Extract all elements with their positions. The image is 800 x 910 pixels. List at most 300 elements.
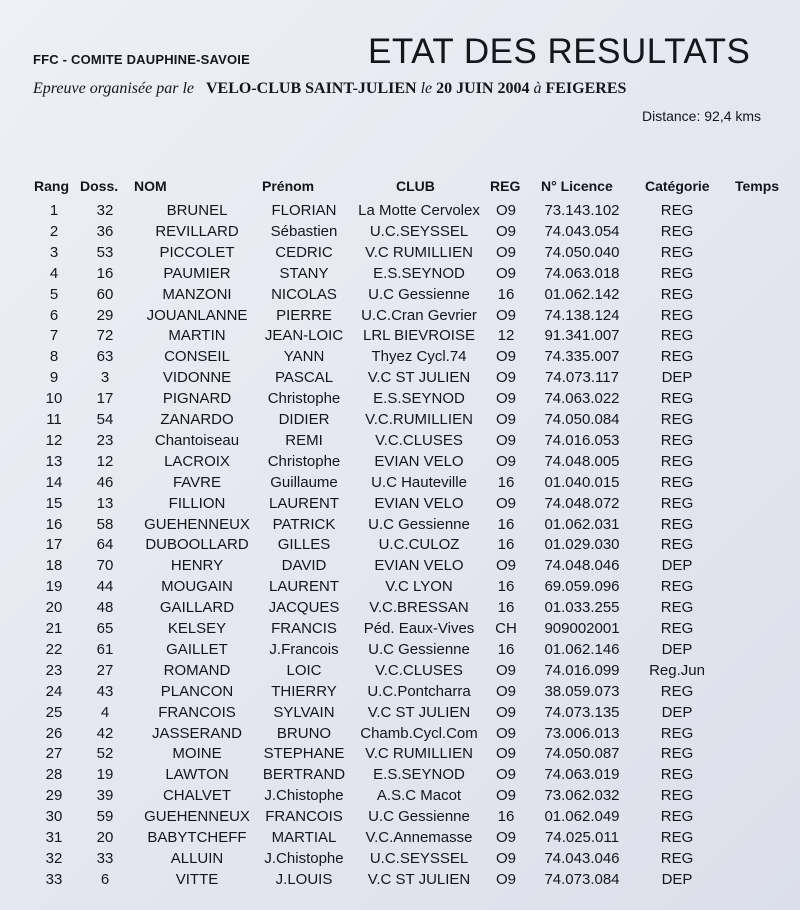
last-name-cell: GUEHENNEUX: [144, 515, 250, 533]
rank-cell: 22: [45, 640, 63, 658]
rank-cell: 20: [45, 599, 63, 617]
first-name-cell: BERTRAND: [262, 766, 346, 784]
category-cell: REG: [660, 682, 694, 700]
col-header-nom: NOM: [134, 178, 167, 194]
rank-cell: 3: [49, 243, 59, 261]
rank-cell: 33: [45, 870, 63, 888]
club-cell: V.C ST JULIEN: [367, 369, 471, 387]
region-code-cell: O9: [495, 766, 516, 784]
last-name-cell: REVILLARD: [155, 222, 239, 240]
table-row: [0, 453, 800, 473]
subtitle-intro: Epreuve organisée par le: [33, 80, 194, 97]
rank-cell: 23: [45, 661, 63, 679]
licence-number-cell: 74.073.135: [544, 703, 620, 721]
rank-cell: 29: [45, 787, 63, 805]
last-name-cell: MOINE: [172, 745, 222, 763]
first-name-cell: CEDRIC: [275, 243, 333, 261]
category-cell: REG: [660, 327, 694, 345]
licence-number-cell: 74.016.053: [544, 431, 620, 449]
region-code-cell: O9: [495, 661, 516, 679]
table-row: [0, 745, 800, 765]
table-row: [0, 348, 800, 368]
table-row: [0, 265, 800, 285]
licence-number-cell: 74.043.046: [544, 849, 620, 867]
last-name-cell: GAILLET: [166, 640, 228, 658]
region-code-cell: O9: [495, 452, 516, 470]
last-name-cell: HENRY: [170, 557, 224, 575]
last-name-cell: VITTE: [175, 870, 219, 888]
first-name-cell: DAVID: [281, 557, 327, 575]
rank-cell: 10: [45, 390, 63, 408]
category-cell: REG: [660, 348, 694, 366]
col-header-reg: REG: [490, 178, 521, 194]
category-cell: REG: [660, 745, 694, 763]
licence-number-cell: 73.062.032: [544, 787, 620, 805]
bib-number-cell: 36: [96, 222, 114, 240]
licence-number-cell: 74.063.018: [544, 264, 620, 282]
first-name-cell: JACQUES: [268, 599, 340, 617]
category-cell: REG: [660, 390, 694, 408]
event-date: 20 JUIN 2004: [436, 80, 530, 97]
category-cell: DEP: [661, 870, 693, 888]
last-name-cell: VIDONNE: [162, 369, 232, 387]
category-cell: REG: [660, 222, 694, 240]
table-row: [0, 599, 800, 619]
first-name-cell: J.Francois: [269, 640, 339, 658]
first-name-cell: PATRICK: [272, 515, 336, 533]
category-cell: REG: [660, 599, 694, 617]
club-cell: La Motte Cervolex: [358, 202, 480, 219]
first-name-cell: YANN: [283, 348, 325, 366]
bib-number-cell: 42: [96, 724, 114, 742]
category-cell: REG: [660, 849, 694, 867]
region-code-cell: O9: [495, 787, 516, 805]
bib-number-cell: 46: [96, 473, 114, 491]
club-cell: EVIAN VELO: [374, 494, 464, 512]
region-code-cell: O9: [495, 745, 516, 763]
licence-number-cell: 909002001: [544, 620, 620, 637]
first-name-cell: FRANCOIS: [265, 808, 343, 826]
licence-number-cell: 74.073.117: [545, 369, 619, 387]
bib-number-cell: 20: [96, 829, 114, 846]
bib-number-cell: 4: [100, 703, 110, 721]
region-code-cell: 16: [497, 285, 515, 303]
region-code-cell: 16: [497, 599, 515, 617]
category-cell: REG: [660, 808, 694, 826]
first-name-cell: Sébastien: [270, 222, 338, 240]
club-cell: V.C LYON: [385, 578, 453, 596]
event-place: FEIGERES: [545, 80, 627, 97]
first-name-cell: Christophe: [267, 390, 341, 408]
last-name-cell: KELSEY: [167, 620, 227, 637]
first-name-cell: STEPHANE: [263, 745, 345, 763]
region-code-cell: O9: [495, 870, 516, 888]
last-name-cell: PICCOLET: [159, 243, 235, 261]
last-name-cell: MARTIN: [168, 327, 226, 345]
club-cell: V.C.CLUSES: [375, 661, 463, 679]
col-header-categorie: Catégorie: [645, 178, 710, 194]
category-cell: REG: [660, 536, 694, 554]
first-name-cell: MARTIAL: [271, 829, 337, 846]
licence-number-cell: 01.062.142: [544, 285, 620, 303]
club-cell: V.C ST JULIEN: [367, 870, 471, 888]
rank-cell: 25: [45, 703, 63, 721]
category-cell: REG: [660, 264, 694, 282]
bib-number-cell: 13: [96, 494, 114, 512]
rank-cell: 17: [45, 536, 63, 554]
first-name-cell: LAURENT: [268, 494, 339, 512]
licence-number-cell: 74.050.084: [544, 411, 620, 428]
bib-number-cell: 43: [96, 682, 114, 700]
last-name-cell: BRUNEL: [166, 202, 228, 219]
club-cell: E.S.SEYNOD: [373, 766, 465, 784]
first-name-cell: J.Chistophe: [264, 849, 344, 867]
rank-cell: 26: [45, 724, 63, 742]
rank-cell: 21: [45, 620, 63, 637]
last-name-cell: BABYTCHEFF: [147, 829, 247, 846]
region-code-cell: 16: [497, 578, 515, 596]
category-cell: REG: [660, 285, 694, 303]
table-row: [0, 369, 800, 389]
bib-number-cell: 63: [96, 348, 114, 366]
category-cell: DEP: [661, 703, 693, 721]
table-row: [0, 662, 800, 682]
first-name-cell: LAURENT: [268, 578, 339, 596]
club-cell: E.S.SEYNOD: [373, 390, 465, 408]
category-cell: REG: [660, 829, 694, 846]
region-code-cell: O9: [495, 243, 516, 261]
licence-number-cell: 74.335.007: [544, 348, 620, 366]
rank-cell: 7: [49, 327, 59, 345]
club-cell: U.C.Cran Gevrier: [361, 306, 477, 324]
club-cell: U.C.CULOZ: [378, 536, 460, 554]
licence-number-cell: 74.050.040: [544, 243, 620, 261]
category-cell: REG: [660, 202, 694, 219]
table-row: [0, 202, 800, 222]
col-header-doss: Doss.: [80, 178, 119, 194]
rank-cell: 11: [46, 411, 62, 428]
bib-number-cell: 3: [100, 369, 110, 387]
first-name-cell: PIERRE: [276, 306, 332, 324]
region-code-cell: O9: [495, 411, 516, 428]
licence-number-cell: 74.048.046: [544, 557, 620, 575]
table-row: [0, 474, 800, 494]
rank-cell: 27: [45, 745, 63, 763]
region-code-cell: 16: [497, 473, 515, 491]
club-cell: EVIAN VELO: [374, 557, 464, 575]
last-name-cell: JOUANLANNE: [146, 306, 248, 324]
rank-cell: 12: [45, 431, 63, 449]
col-header-prenom: Prénom: [262, 178, 315, 194]
licence-number-cell: 01.062.049: [544, 808, 620, 826]
club-cell: V.C.BRESSAN: [369, 599, 469, 617]
rank-cell: 30: [45, 808, 63, 826]
region-code-cell: O9: [495, 222, 516, 240]
region-code-cell: O9: [495, 829, 516, 846]
table-row: [0, 495, 800, 515]
bib-number-cell: 29: [96, 306, 114, 324]
last-name-cell: LACROIX: [164, 452, 230, 470]
region-code-cell: CH: [495, 620, 517, 637]
licence-number-cell: 74.048.005: [544, 452, 620, 470]
last-name-cell: GUEHENNEUX: [144, 808, 250, 826]
bib-number-cell: 64: [96, 536, 114, 554]
bib-number-cell: 59: [96, 808, 114, 826]
last-name-cell: PIGNARD: [162, 390, 232, 408]
licence-number-cell: 73.006.013: [544, 724, 620, 742]
category-cell: REG: [660, 766, 694, 784]
region-code-cell: O9: [495, 557, 516, 575]
licence-number-cell: 73.143.102: [544, 202, 620, 219]
licence-number-cell: 01.029.030: [544, 536, 620, 554]
category-cell: REG: [660, 787, 694, 805]
table-row: [0, 871, 800, 891]
licence-number-cell: 74.063.022: [544, 390, 620, 408]
region-code-cell: 16: [497, 515, 515, 533]
category-cell: REG: [660, 620, 694, 637]
region-code-cell: O9: [495, 348, 516, 366]
last-name-cell: PLANCON: [160, 682, 234, 700]
table-row: [0, 725, 800, 745]
category-cell: REG: [660, 724, 694, 742]
first-name-cell: J.Chistophe: [264, 787, 344, 805]
club-cell: U.C.SEYSSEL: [369, 222, 469, 240]
rank-cell: 1: [49, 202, 59, 219]
first-name-cell: DIDIER: [278, 411, 330, 428]
club-cell: U.C Gessienne: [368, 285, 470, 303]
last-name-cell: CONSEIL: [164, 348, 230, 366]
col-header-club: CLUB: [396, 178, 435, 194]
club-cell: Thyez Cycl.74: [371, 348, 467, 366]
first-name-cell: STANY: [279, 264, 329, 282]
first-name-cell: JEAN-LOIC: [264, 327, 344, 345]
rank-cell: 28: [45, 766, 63, 784]
category-cell: Reg.Jun: [649, 661, 705, 679]
last-name-cell: DUBOOLLARD: [145, 536, 249, 554]
table-row: [0, 516, 800, 536]
last-name-cell: MOUGAIN: [161, 578, 233, 596]
region-code-cell: O9: [495, 369, 516, 387]
first-name-cell: THIERRY: [271, 682, 337, 700]
category-cell: REG: [660, 411, 694, 428]
licence-number-cell: 74.073.084: [544, 870, 620, 888]
bib-number-cell: 23: [96, 431, 114, 449]
club-cell: E.S.SEYNOD: [373, 264, 465, 282]
first-name-cell: LOIC: [286, 661, 322, 679]
licence-number-cell: 74.043.054: [544, 222, 620, 240]
club-cell: U.C Hauteville: [371, 473, 467, 491]
last-name-cell: MANZONI: [162, 285, 232, 303]
region-code-cell: O9: [495, 264, 516, 282]
first-name-cell: J.LOUIS: [275, 870, 333, 888]
bib-number-cell: 52: [96, 745, 114, 763]
rank-cell: 24: [45, 682, 63, 700]
club-cell: U.C.SEYSSEL: [369, 849, 469, 867]
table-row: [0, 620, 800, 640]
table-row: [0, 578, 800, 598]
last-name-cell: ZANARDO: [160, 411, 234, 428]
last-name-cell: FAVRE: [172, 473, 222, 491]
category-cell: REG: [660, 452, 694, 470]
licence-number-cell: 91.341.007: [544, 327, 620, 345]
rank-cell: 13: [45, 452, 63, 470]
subtitle-a: à: [533, 80, 542, 97]
category-cell: REG: [660, 494, 694, 512]
rank-cell: 9: [49, 369, 59, 387]
bib-number-cell: 19: [96, 766, 114, 784]
rank-cell: 14: [45, 473, 63, 491]
last-name-cell: ALLUIN: [170, 849, 224, 867]
first-name-cell: BRUNO: [276, 724, 332, 742]
first-name-cell: FLORIAN: [271, 202, 337, 219]
licence-number-cell: 74.063.019: [544, 766, 620, 784]
table-row: [0, 536, 800, 556]
club-cell: V.C ST JULIEN: [367, 703, 471, 721]
category-cell: REG: [660, 243, 694, 261]
bib-number-cell: 44: [96, 578, 114, 596]
table-row: [0, 411, 800, 431]
first-name-cell: Guillaume: [270, 473, 338, 491]
table-row: [0, 704, 800, 724]
rank-cell: 19: [45, 578, 63, 596]
table-row: [0, 286, 800, 306]
category-cell: DEP: [661, 557, 693, 575]
bib-number-cell: 12: [96, 452, 114, 470]
club-cell: EVIAN VELO: [374, 452, 464, 470]
last-name-cell: FILLION: [168, 494, 226, 512]
table-row: [0, 244, 800, 264]
region-code-cell: 16: [497, 640, 515, 658]
last-name-cell: PAUMIER: [163, 264, 231, 282]
table-row: [0, 850, 800, 870]
licence-number-cell: 01.040.015: [544, 473, 620, 491]
subtitle-le: le: [420, 80, 433, 97]
table-row: [0, 390, 800, 410]
bib-number-cell: 61: [96, 640, 114, 658]
page-title: ETAT DES RESULTATS: [368, 32, 751, 71]
region-code-cell: O9: [495, 306, 516, 324]
bib-number-cell: 17: [96, 390, 114, 408]
licence-number-cell: 74.016.099: [544, 661, 620, 679]
first-name-cell: FRANCIS: [271, 620, 337, 637]
table-row: [0, 327, 800, 347]
region-code-cell: O9: [495, 202, 516, 219]
rank-cell: 6: [49, 306, 59, 324]
rank-cell: 31: [45, 829, 63, 846]
first-name-cell: PASCAL: [274, 369, 334, 387]
table-row: [0, 808, 800, 828]
race-distance: Distance: 92,4 kms: [642, 108, 762, 124]
bib-number-cell: 70: [96, 557, 114, 575]
rank-cell: 2: [49, 222, 59, 240]
rank-cell: 5: [49, 285, 59, 303]
licence-number-cell: 01.062.031: [544, 515, 620, 533]
category-cell: REG: [660, 306, 694, 324]
last-name-cell: FRANCOIS: [158, 703, 236, 721]
table-row: [0, 766, 800, 786]
category-cell: REG: [660, 578, 694, 596]
rank-cell: 16: [45, 515, 63, 533]
bib-number-cell: 6: [100, 870, 110, 888]
club-cell: U.C Gessienne: [368, 640, 470, 658]
last-name-cell: Chantoiseau: [154, 431, 240, 449]
region-code-cell: O9: [495, 494, 516, 512]
first-name-cell: GILLES: [277, 536, 331, 554]
category-cell: REG: [660, 473, 694, 491]
licence-number-cell: 74.138.124: [544, 306, 620, 324]
rank-cell: 8: [49, 348, 59, 366]
first-name-cell: NICOLAS: [271, 285, 337, 303]
bib-number-cell: 65: [96, 620, 114, 637]
table-row: [0, 307, 800, 327]
event-subtitle: [33, 80, 626, 98]
club-cell: V.C RUMILLIEN: [365, 745, 473, 763]
region-code-cell: 12: [497, 327, 515, 345]
table-row: [0, 641, 800, 661]
bib-number-cell: 32: [96, 202, 114, 219]
bib-number-cell: 60: [96, 285, 114, 303]
club-cell: LRL BIEVROISE: [363, 327, 475, 345]
bib-number-cell: 33: [96, 849, 114, 867]
club-cell: V.C.CLUSES: [375, 431, 463, 449]
table-row: [0, 557, 800, 577]
licence-number-cell: 74.048.072: [544, 494, 620, 512]
col-header-rang: Rang: [34, 178, 69, 194]
rank-cell: 32: [45, 849, 63, 867]
bib-number-cell: 54: [96, 411, 114, 428]
bib-number-cell: 72: [96, 327, 114, 345]
licence-number-cell: 74.025.011: [545, 829, 619, 846]
bib-number-cell: 48: [96, 599, 114, 617]
last-name-cell: ROMAND: [163, 661, 231, 679]
region-code-cell: O9: [495, 849, 516, 867]
licence-number-cell: 74.050.087: [544, 745, 620, 763]
club-cell: V.C RUMILLIEN: [365, 243, 473, 261]
region-code-cell: O9: [495, 703, 516, 721]
region-code-cell: O9: [495, 724, 516, 742]
category-cell: REG: [660, 431, 694, 449]
licence-number-cell: 01.062.146: [544, 640, 620, 658]
rank-cell: 15: [45, 494, 63, 512]
col-header-temps: Temps: [735, 178, 780, 194]
table-row: [0, 829, 800, 849]
club-cell: U.C.Pontcharra: [367, 682, 471, 700]
last-name-cell: CHALVET: [162, 787, 232, 805]
region-code-cell: O9: [495, 431, 516, 449]
category-cell: DEP: [661, 640, 693, 658]
organizing-club: VELO-CLUB SAINT-JULIEN: [206, 80, 417, 97]
last-name-cell: JASSERAND: [151, 724, 243, 742]
bib-number-cell: 39: [96, 787, 114, 805]
club-cell: U.C Gessienne: [368, 808, 470, 826]
club-cell: V.C.Annemasse: [365, 829, 473, 846]
first-name-cell: SYLVAIN: [273, 703, 335, 721]
region-code-cell: O9: [495, 682, 516, 700]
bib-number-cell: 27: [96, 661, 114, 679]
table-row: [0, 223, 800, 243]
category-cell: REG: [660, 515, 694, 533]
club-cell: A.S.C Macot: [376, 787, 462, 805]
club-cell: U.C Gessienne: [368, 515, 470, 533]
rank-cell: 18: [45, 557, 63, 575]
club-cell: Péd. Eaux-Vives: [363, 620, 475, 637]
licence-number-cell: 69.059.096: [544, 578, 620, 596]
first-name-cell: Christophe: [267, 452, 341, 470]
region-code-cell: 16: [497, 808, 515, 826]
table-row: [0, 432, 800, 452]
bib-number-cell: 16: [96, 264, 114, 282]
bib-number-cell: 58: [96, 515, 114, 533]
